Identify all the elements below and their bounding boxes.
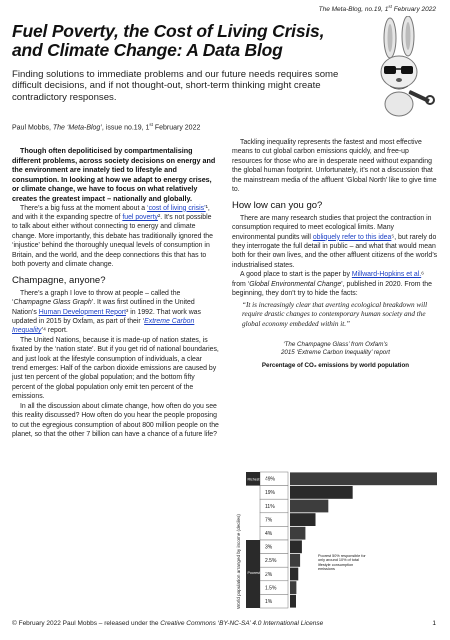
annotation: Poorest 50% responsible for only around 10% of total lifestyle consumption emissions: [318, 553, 366, 572]
glass-bar: [290, 527, 305, 540]
paragraph: A good place to start is the paper by Millward-Hopkins et al.⁶ from ‘Global Environmental Change’, published in 2020. From the beginning, they don’t try to hide the facts:: [232, 271, 432, 298]
fuel-poverty-link[interactable]: fuel poverty: [122, 213, 158, 221]
paragraph: Tackling inequality represents the fastest and most effective means to cut global carbon emissions quickly, and free-up resources for those who are in desperate need without expanding the global human footprint. Unfortunately, it’s not a discussion that the mainstream media of the affluent ‘Global North’ like to give time to.: [232, 139, 437, 194]
glass-bar: [290, 595, 296, 608]
obliquely-refer-link[interactable]: obliquely refer to this idea: [312, 233, 392, 241]
data-label: 19%: [265, 490, 276, 497]
section-heading: Champagne, anyone?: [12, 275, 106, 287]
millward-hopkins-link[interactable]: Millward-Hopkins et al.: [351, 271, 422, 279]
lede-paragraph: Though often depoliticised by compartmentalising different problems, across society decisions on energy and the environment are innately tied to lifestyle and consumption. In looking at how we adapt to energy crises, or climate change, we have to focus on what relatively creates the greatest impact – nationally and globally.: [12, 146, 216, 203]
paragraph: The United Nations, because it is made-up of nation states, is fixated by the ‘nation state’. But if you get rid of national boundaries, and just look at the lifestyle consumption of individuals, a clear trend emerges: Half of the carbon dioxide emissions are caused by just ten percent of the global population; and the bottom fifty percent of the global population only emit ten percent of the emissions.: [12, 336, 219, 401]
rabbit-mascot-icon: [360, 16, 438, 120]
block-quote: “It is increasingly clear that averting ecological breakdown will require drastic changes to contemporary human society and the global economy embedded within it.”: [242, 300, 428, 328]
chart-title: Percentage of CO₂ emissions by world population: [261, 362, 410, 370]
paragraph: There are many research studies that project the contraction in consumption required to meet ecological limits. Many environmental pundits will obliquely refer to this idea⁵, but rarely do they interrogate the full detail in public – and what that would mean both for their own lives, and the other affluent citizens of the world’s industrialised states.: [232, 214, 438, 269]
footer-license: © February 2022 Paul Mobbs – released under the Creative Commons ‘BY-NC-SA’ 4.0 International License: [12, 620, 324, 627]
data-label: 7%: [265, 517, 273, 524]
glass-bar: [290, 568, 298, 581]
glass-bar: [290, 540, 302, 553]
glass-bar: [290, 581, 296, 594]
champagne-glass-chart: [232, 464, 439, 614]
page-number: 1: [432, 620, 436, 627]
left-column: [12, 146, 219, 439]
glass-bar: [290, 500, 328, 513]
glass-bar: [290, 486, 353, 499]
human-development-report-link[interactable]: Human Development Report: [38, 308, 127, 316]
category-label: Poorest 50%: [247, 571, 269, 575]
category-label: Richest 10%: [247, 477, 268, 482]
extreme-carbon-inequality-link[interactable]: Extreme Carbon Inequality: [12, 318, 195, 335]
figure-caption: ‘The Champagne Glass’ from Oxfam’s 2015 ‘Extreme Carbon Inequality’ report: [280, 341, 391, 357]
cost-of-living-link[interactable]: ‘cost of living crisis’: [147, 204, 206, 212]
section-heading: How low can you go?: [232, 200, 323, 212]
page-subtitle: Finding solutions to immediate problems and our future needs requires some difficult decisions, and if not thought-out, short-term thinking might create contradictory responses.: [12, 69, 339, 103]
data-label: 2%: [265, 571, 273, 578]
glass-bar: [290, 554, 300, 567]
paragraph: In all the discussion about climate change, how often do you see this reality discussed? How often do you hear the people proposing to cut the egregious consumption of about 800 million people on the planet, so that the other 7 billion can have a chance of a future life?: [12, 402, 219, 438]
byline: Paul Mobbs, The ‘Meta-Blog’, issue no.19, 1st February 2022: [12, 122, 201, 132]
data-label: 49%: [265, 476, 276, 483]
data-label: 3%: [265, 544, 273, 551]
paragraph: There’s a graph I love to throw at people – called the ‘Champagne Glass Graph’. It was first outlined in the United Nation’s Human Development Report³ in 1992. That work was updated in 2015 by Oxfam, as part of their ‘Extreme Carbon Inequality’⁴ report.: [12, 289, 201, 335]
publication-header: The Meta-Blog, no.19, 1st February 2022: [318, 4, 436, 14]
data-label: 4%: [265, 531, 273, 537]
data-label: 11%: [265, 503, 275, 510]
data-label: 1%: [265, 599, 273, 605]
annotation: Richest 10% responsible for almost half of total lifestyle consumption emissions: [310, 466, 437, 470]
paragraph: There’s a big fuss at the moment about a ‘cost of living crisis’¹, and with it the expanding spectre of fuel poverty². It’s not possible to talk about either without connecting to energy and climate change. More importantly, this debate has traditionally ignored the ‘injustice’ behind the thoroughly unequal levels of consumption in Britain, and the world, and the deep connections this that has to both poverty and climate change.: [12, 204, 213, 268]
y-axis-label: World population arranged by income (deciles): [236, 514, 241, 609]
right-column: [232, 138, 439, 371]
data-label: 2.5%: [265, 558, 277, 565]
page-title: Fuel Poverty, the Cost of Living Crisis, and Climate Change: A Data Blog: [12, 21, 325, 60]
data-label: 1.5%: [265, 585, 277, 592]
glass-bar: [290, 513, 316, 526]
